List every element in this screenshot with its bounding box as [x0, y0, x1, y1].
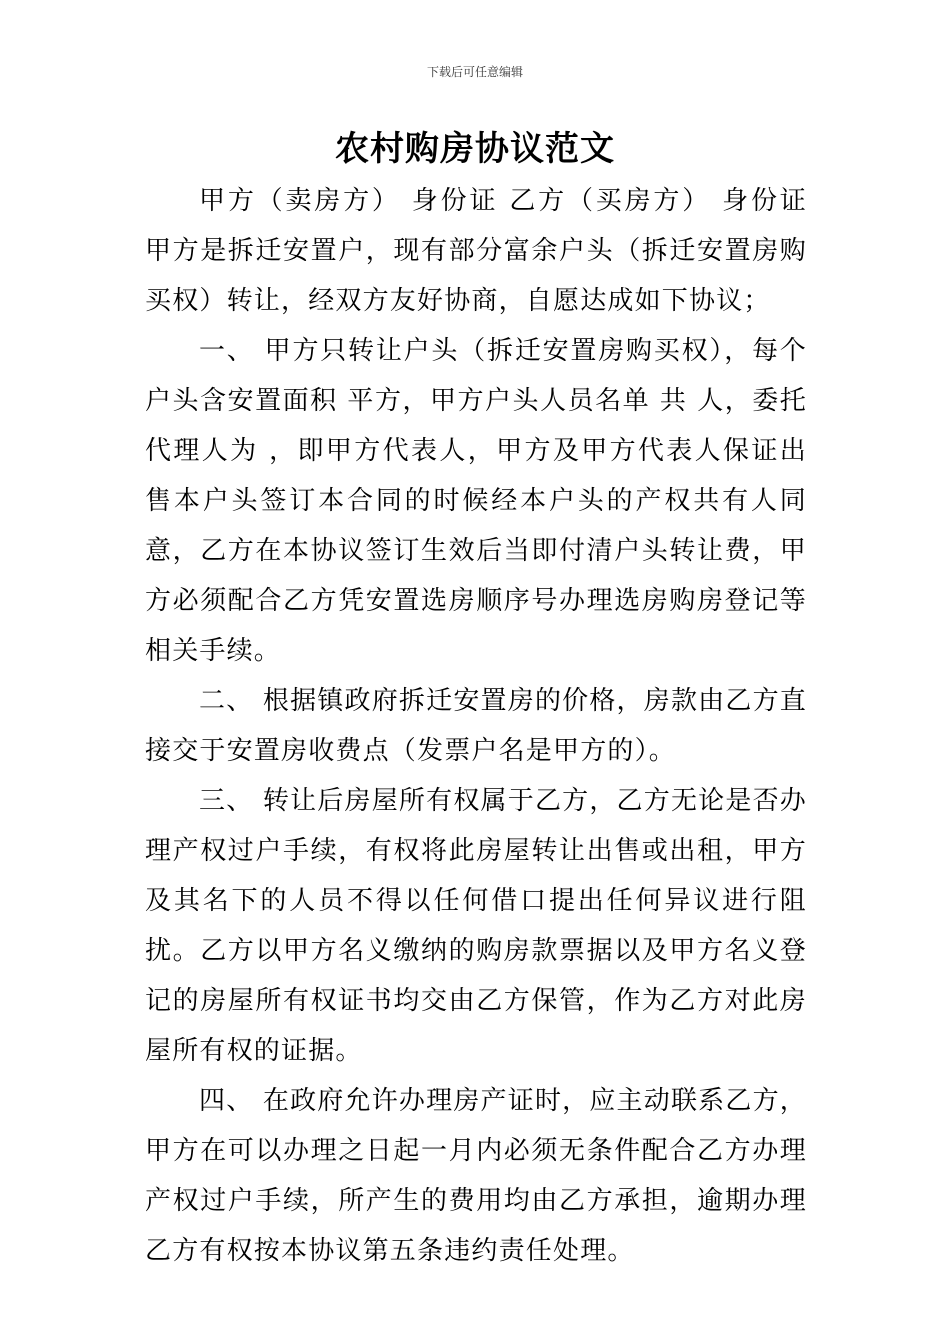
document-body	[145, 176, 807, 1276]
clause-4-paragraph: 四、 在政府允许办理房产证时，应主动联系乙方，甲方在可以办理之日起一月内必须无条件配合乙方办理产权过户手续，所产生的费用均由乙方承担，逾期办理乙方有权按本协议第五条违约责任处理。	[145, 1086, 807, 1266]
header-note: 下载后可任意编辑	[426, 65, 523, 79]
clause-2-paragraph: 二、 根据镇政府拆迁安置房的价格，房款由乙方直接交于安置房收费点（发票户名是甲方的）。	[145, 686, 807, 766]
document-title: 农村购房协议范文	[335, 129, 615, 169]
intro-paragraph: 甲方（卖房方） 身份证 乙方（买房方） 身份证 甲方是拆迁安置户，现有部分富余户头（拆迁安置房购买权）转让，经双方友好协商，自愿达成如下协议；	[145, 186, 807, 316]
clause-1-paragraph: 一、 甲方只转让户头（拆迁安置房购买权），每个户头含安置面积 平方，甲方户头人员名单 共 人，委托代理人为 ，即甲方代表人，甲方及甲方代表人保证出售本户头签订本合同的时候经本户头的产权共有人同意，乙方在本协议签订生效后当即付清户头转让费，甲方必须配合乙方凭安置选房顺序号办理选房购房登记等相关手续。	[145, 336, 807, 666]
clause-3-paragraph: 三、 转让后房屋所有权属于乙方，乙方无论是否办理产权过户手续，有权将此房屋转让出售或出租，甲方及其名下的人员不得以任何借口提出任何异议进行阻扰。乙方以甲方名义缴纳的购房款票据以及甲方名义登记的房屋所有权证书均交由乙方保管，作为乙方对此房屋所有权的证据。	[145, 786, 807, 1066]
